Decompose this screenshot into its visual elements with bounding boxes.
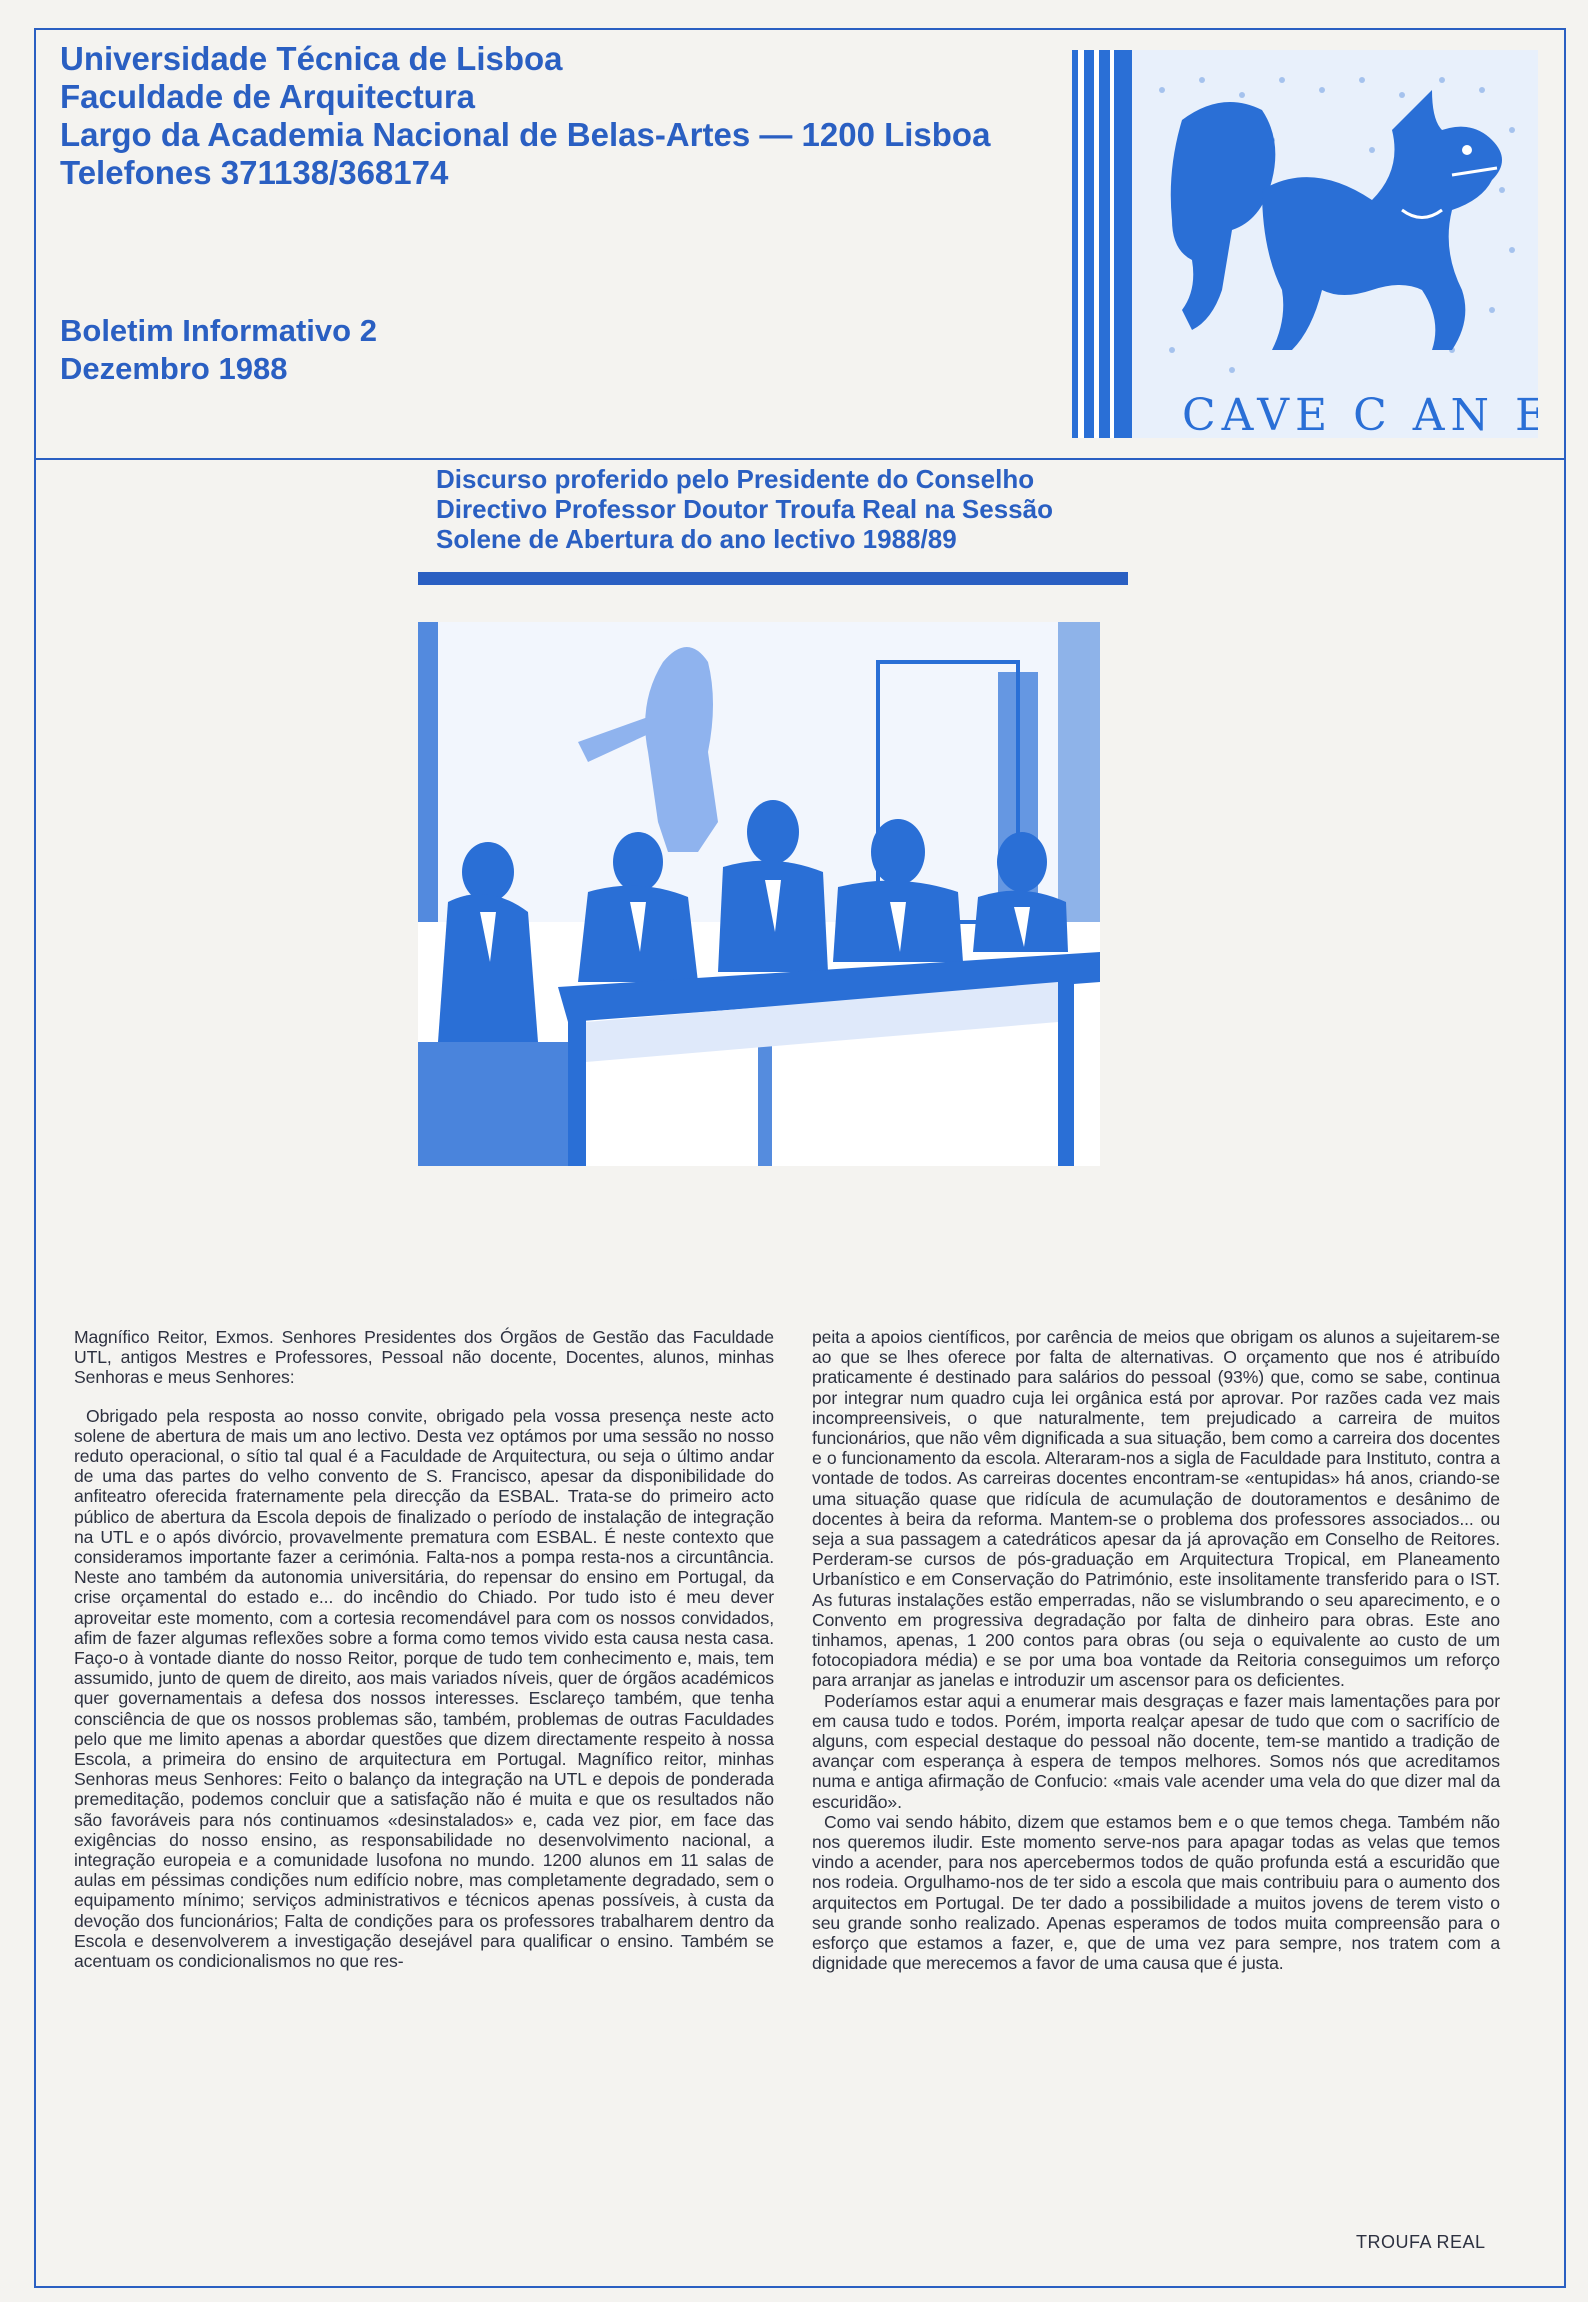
bulletin-info [60,312,377,388]
article-salutation: Magnífico Reitor, Exmos. Senhores Presidentes dos Órgãos de Gestão das Faculdade UTL, antigos Mestres e Professores, Pessoal não docente, Docentes, alunos, minhas Senhoras e meus Senhores: [74,1327,774,1388]
title-rule [418,572,1128,585]
cave-canem-mosaic-image [1072,50,1538,438]
article-paragraph: peita a apoios científicos, por carência de meios que obrigam os alunos a sujeitarem-se ao que se lhes oferece por falta de alternativas. O orçamento que nos é atribuído praticamente é destinado para salários do pessoal (93%) que, como se sabe, continua por integrar num quadro cuja lei orgânica está por aprovar. Por razões cada vez mais incompreensiveis, o que naturalmente, tem prejudicado a carreira de muitos funcionários, que não vêm dignificada a sua situação, bem como a carreira dos docentes e o funcionamento da escola. Alteraram-nos a sigla de Faculdade para Instituto, contra a vontade de todos. As carreiras docentes encontram-se «entupidas» há anos, criando-se uma situação quase que ridícula de acumulação de doutoramentos e desânimo de docentes à beira da reforma. Mantem-se o problema dos professores associados... ou seja a sua passagem a catedráticos apesar da já aprovação em Conselho de Reitores. Perderam-se cursos de pós-graduação em Arquitectura Tropical, em Planeamento Urbanístico e em Conservação do Património, este insolitamente transferido para o IST. As futuras instalações estão emperradas, não se vislumbrando o seu aparecimento, e o Convento em progressiva degradação por falta de dinheiro para obras. Este ano tinhamos, apenas, 1 200 contos para obras (ou seja o equivalente ao custo de um fotocopiadora média) e se por uma boa vontade da Reitoria conseguimos um reforço para arranjar as janelas e introduzir um ascensor para os deficientes. [812,1327,1500,1691]
mosaic-inscription: CAVE C AN E [1182,390,1538,438]
institution-name: Universidade Técnica de Lisboa [60,40,563,77]
header-divider [34,458,1566,460]
institution-header [60,40,990,192]
bulletin-date: Dezembro 1988 [60,351,288,386]
article-title-line-1: Discurso proferido pelo Presidente do Conselho [436,464,1035,494]
author-signature: TROUFA REAL [1356,2232,1486,2252]
article-column-left [74,1327,774,1971]
ceremony-photo-illustration [418,622,1100,1166]
phone-line: Telefones 371138/368174 [60,154,449,191]
article-title-line-3: Solene de Abertura do ano lectivo 1988/89 [436,524,957,554]
article-paragraph: Obrigado pela resposta ao nosso convite, obrigado pela vossa presença neste acto solene de abertura de mais um ano lectivo. Desta vez optámos por uma sessão no nosso reduto operacional, o sítio tal qual é a Faculdade de Arquitectura, ou seja o último andar de uma das partes do velho convento de S. Francisco, apesar da disponibilidade do anfiteatro oferecida fraternamente pela direcção da ESBAL. Trata-se do primeiro acto público de abertura da Escola depois de finalizado o período de instalação de integração na UTL e o após divórcio, provavelmente prematura com ESBAL. É neste contexto que consideramos importante fazer a cerimónia. Falta-nos a pompa resta-nos a circuntância. Neste ano também da autonomia universitária, do repensar do ensino em Portugal, da crise orçamental do estado e... do incêndio do Chiado. Por tudo isto é meu dever aproveitar este momento, com a cortesia recomendável para com os nossos convidados, afim de fazer algumas reflexões sobre a forma como temos vivido esta causa nesta casa. Faço-o à vontade diante do nosso Reitor, porque de tudo tem conhecimento e, mais, tem assumido, junto de quem de direito, aos mais variados níveis, quer de órgãos académicos quer governamentais a defesa dos nossos interesses. Esclareço também, que tenha consciência de que os nossos problemas são, também, problemas de outras Faculdades pelo que me limito apenas a abordar questões que dizem directamente respeito à nossa Escola, a primeira do ensino de arquitectura em Portugal. Magnífico reitor, minhas Senhoras meus Senhores: Feito o balanço da integração na UTL e depois de ponderada premeditação, podemos concluir que a satisfação não é muita e que os resultados não são favoráveis para nós continuamos «desinstalados» e, cada vez pior, em face das exigências do nosso ensino, as responsabilidade no desenvolvimento nacional, a integração europeia e a comunidade lusofona no mundo. 1200 alunos em 11 salas de aulas em péssimas condições num edifício nobre, mas completamente degradado, sem o equipamento mínimo; serviços administrativos e técnicos apenas possíveis, à custa da devoção dos funcionários; Falta de condições para os professores trabalharem dentro da Escola e desenvolverem a investigação desejável para qualificar o ensino. Também se acentuam os condicionalismos no que res- [74,1405,774,1972]
article-title [436,464,1156,554]
faculty-name: Faculdade de Arquitectura [60,78,476,115]
ceremony-photo [418,622,1100,1166]
article-column-right [812,1327,1500,1974]
bulletin-title: Boletim Informativo 2 [60,313,377,348]
mosaic-illustration [1072,50,1538,438]
article-paragraph: Como vai sendo hábito, dizem que estamos bem e o que temos chega. Também não nos queremos iludir. Este momento serve-nos para apagar todas as velas que temos vindo a acender, para nos apercebermos todos de quão profunda está a escuridão que nos rodeia. Orgulhamo-nos de ter sido a escola que mais contribuiu para o aumento dos arquitectos em Portugal. De ter dado a possibilidade a muitos jovens de terem visto o seu grande sonho realizado. Apenas esperamos de todos muita compreensão para o esforço que estamos a fazer, e, que de uma vez para sempre, nos tratem com a dignidade que merecemos a favor de uma causa que é justa. [812,1811,1500,1974]
article-paragraph: Poderíamos estar aqui a enumerar mais desgraças e fazer mais lamentações para por em causa tudo e todos. Porém, importa realçar apesar de tudo que com o sacrifício de alguns, com especial destaque do pessoal não docente, tem-se mantido a tradição de avançar com esperança à espera de tempos melhores. Somos nós que acreditamos numa e antiga afirmação de Confucio: «mais vale acender uma vela do que dizer mal da escuridão». [812,1690,1500,1812]
address-line: Largo da Academia Nacional de Belas-Artes — 1200 Lisboa [60,116,991,153]
article-title-line-2: Directivo Professor Doutor Troufa Real na Sessão [436,494,1053,524]
